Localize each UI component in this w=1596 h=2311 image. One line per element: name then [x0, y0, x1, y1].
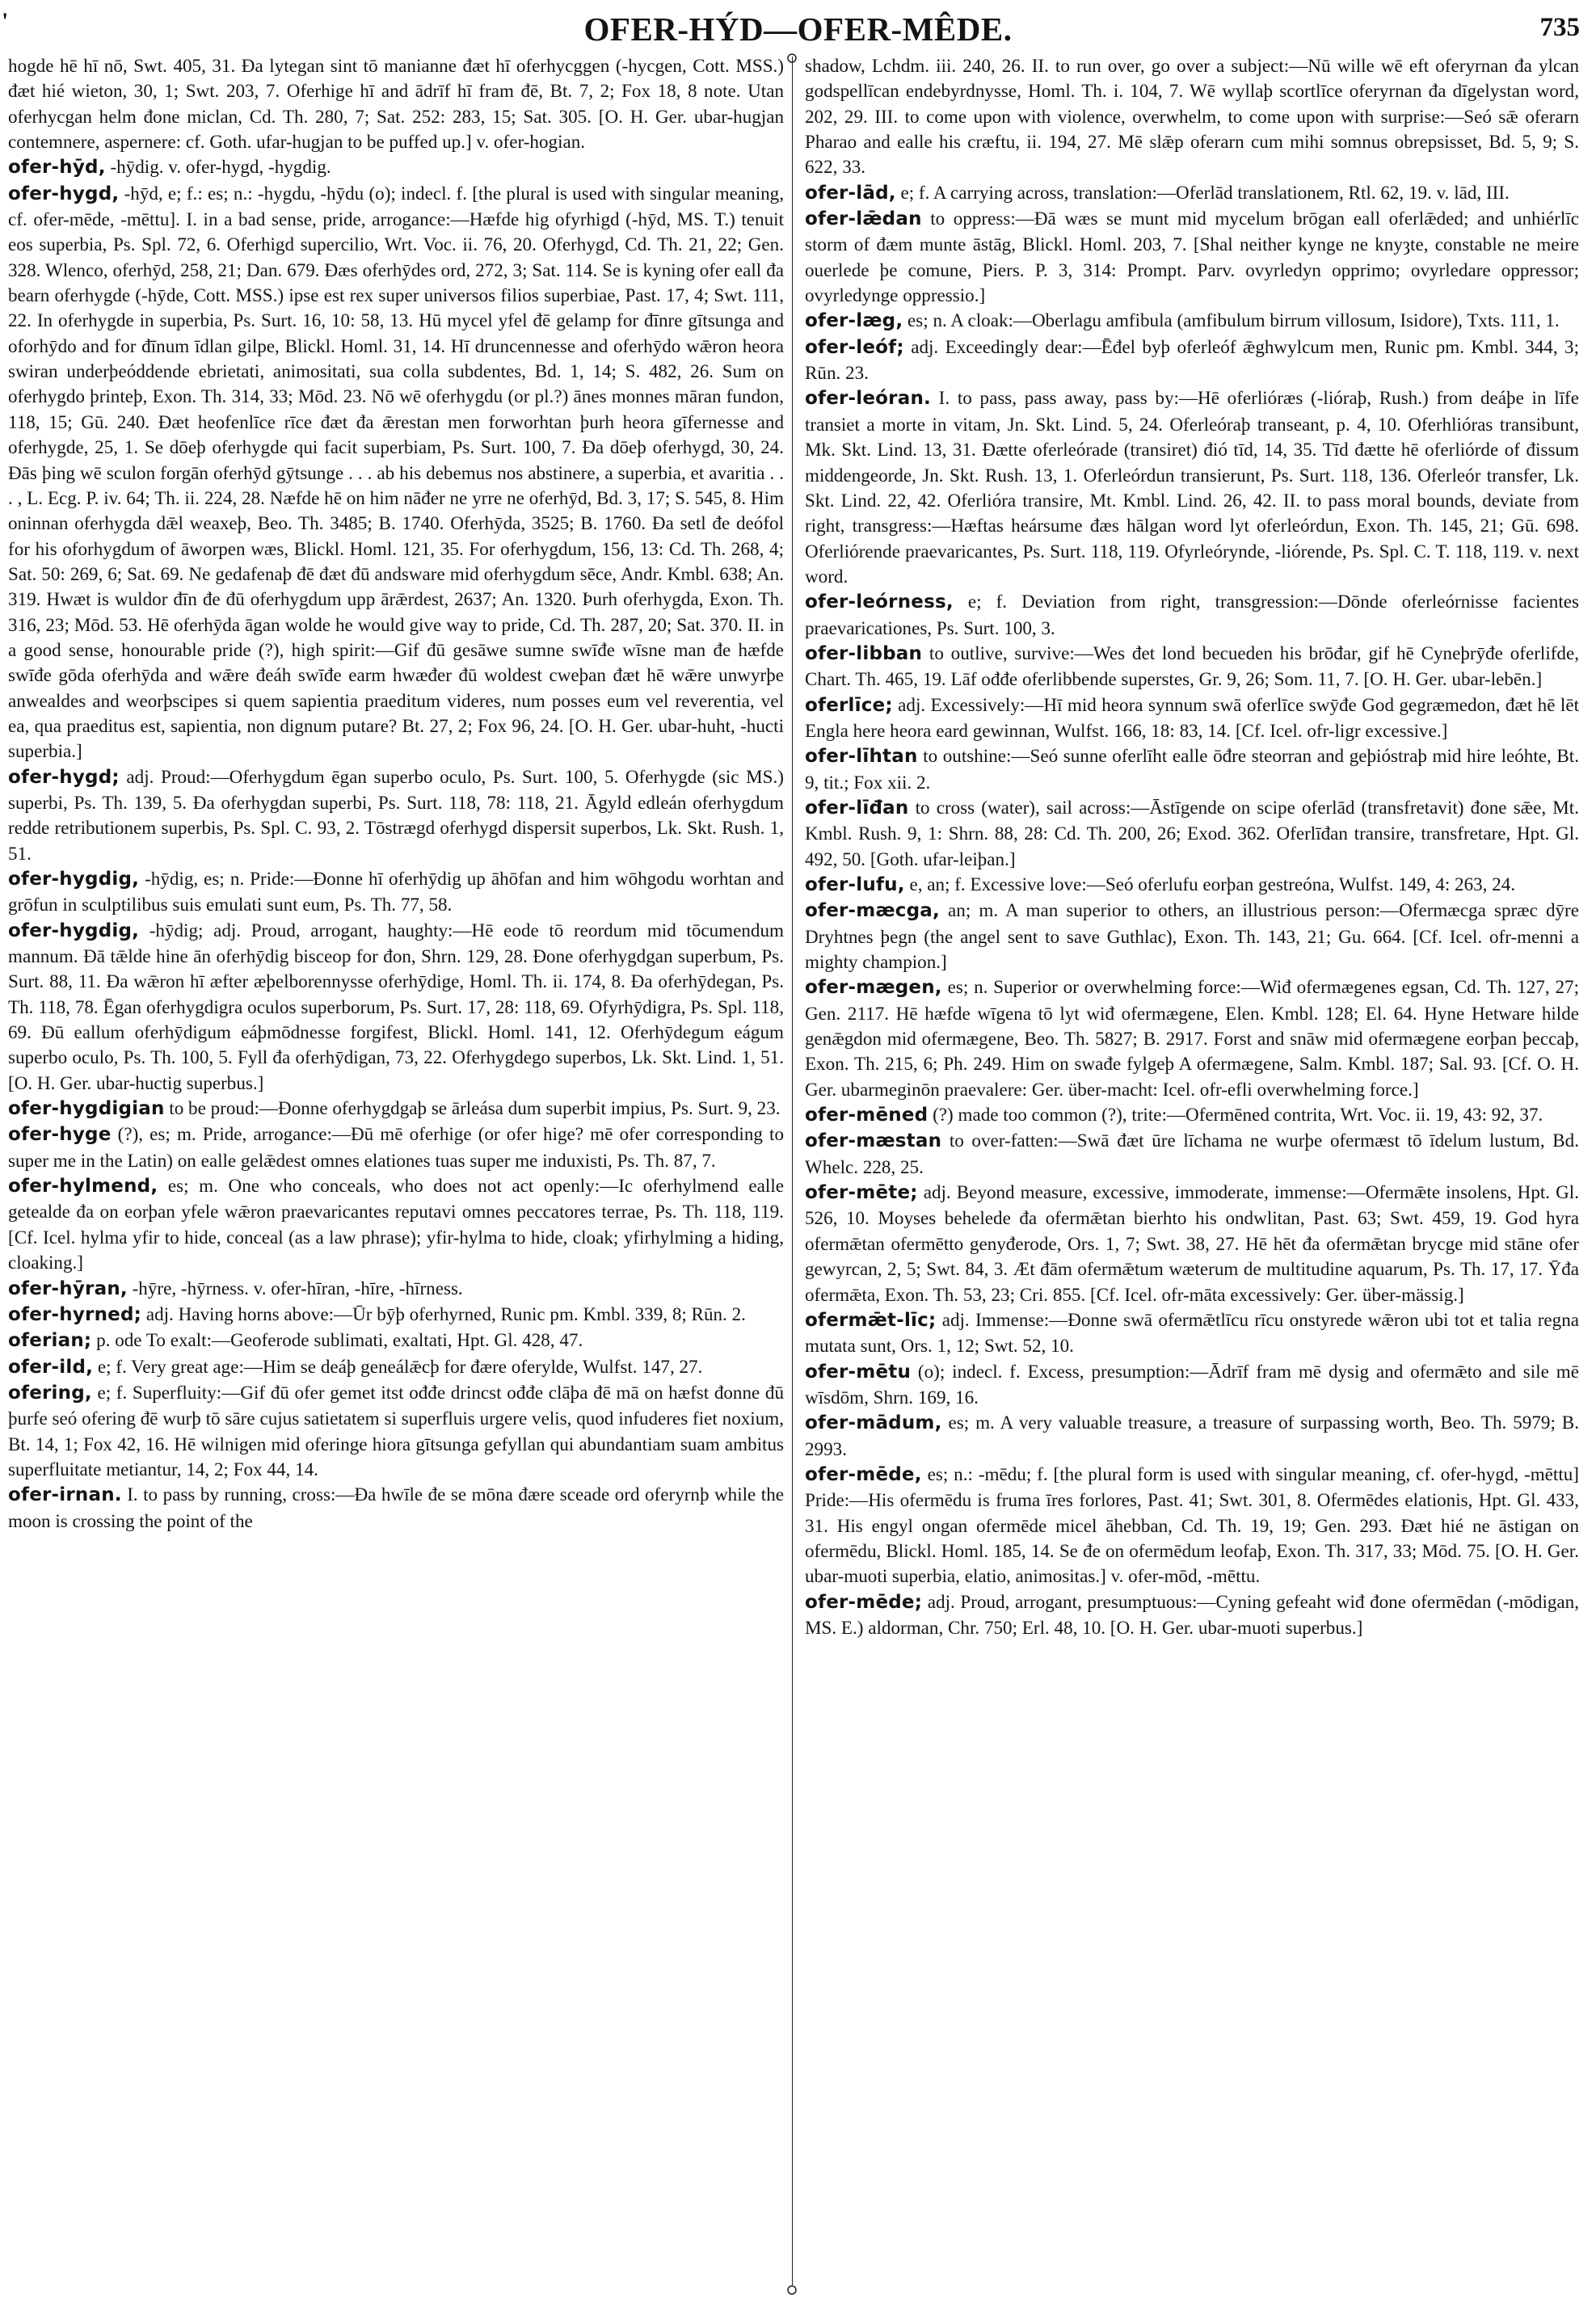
entry-body: e; f. Deviation from right, transgression:—Dōnde oferleórnisse facientes praevaricationes, Ps. Surt. 100, 3. — [805, 591, 1579, 638]
dictionary-entry — [805, 1128, 1579, 1180]
dictionary-entry — [805, 898, 1579, 974]
right-column — [805, 53, 1579, 2285]
entry-body: adj. Proud, arrogant, presumptuous:—Cyning gefeaht wiđ đone ofermēdan (-mōdigan, MS. E.) aldorman, Chr. 750; Erl. 48, 10. [O. H. Ger. ubar-muoti superbus.] — [805, 1590, 1579, 1638]
dictionary-entry — [805, 385, 1579, 589]
dictionary-entry — [805, 1589, 1579, 1641]
headword: ofer-lǣdan — [805, 208, 922, 230]
entry-body: es; m. A very valuable treasure, a treasure of surpassing worth, Beo. Th. 5979; B. 2993. — [805, 1412, 1579, 1459]
headword: ofer-lād, — [805, 182, 896, 204]
dictionary-entry — [805, 335, 1579, 386]
entry-body: (?) made too common (?), trite:—Ofermēned contrita, Wrt. Voc. ii. 19, 43: 92, 37. — [928, 1104, 1543, 1126]
entry-body: adj. Exceedingly dear:—Ēđel byþ oferleóf ǣghwylcum men, Runic pm. Kmbl. 344, 3; Rūn. 23. — [805, 335, 1579, 384]
entry-body: e; f. Very great age:—Him se deáþ geneálǣcþ for đære oferylde, Wulfst. 147, 27. — [93, 1355, 703, 1377]
headword: ofer-hyrned; — [8, 1303, 142, 1325]
entry-body: adj. Beyond measure, excessive, immoderate, immense:—Ofermǣte insolens, Hpt. Gl. 526, 10. Moyses behelede đa ofermǣtan bierhto his ondwlitan, Past. 63; Swt. 459, 19. God hyra ofermǣtan ofermētto genyđerode, Ors. 1, 7; Swt. 38, 27. Hē hēt đa ofermǣtan brycge mid stāne ofer gewyrcan, 2, 5; Swt. 84, 3. Æt đām ofermǣtum wæterum de multitudine aquarum, Ps. Th. 17, 17. Ȳđa ofermǣta, Exon. Th. 53, 23; Cri. 855. [Cf. Icel. ofr-māta excessively: Ger. über-mässig.] — [805, 1181, 1579, 1305]
headword: ofer-leóran. — [805, 388, 931, 410]
entry-body: -hȳdig. v. ofer-hygd, -hygdig. — [105, 156, 331, 178]
dictionary-entry — [8, 1096, 784, 1122]
dictionary-entry — [8, 1122, 784, 1173]
dictionary-entry — [805, 1462, 1579, 1589]
headword: ofer-mēte; — [805, 1182, 918, 1204]
dictionary-entry — [8, 154, 784, 180]
headword: ofer-lufu, — [805, 874, 905, 895]
entry-body: I. to pass, pass away, pass by:—Hē oferlióræs (-lióraþ, Rush.) from deáþe in līfe transiet a morte in vitam, Jn. Skt. Lind. 5, 24. Oferleóraþ transeant, p. 4, 10. Oferhlióras transibunt, Mk. Skt. Lind. 13, 31. Đætte oferleórade (transiret) đió tīd, 14, 35. Tīd đætte hē oferliórde of đissum middengeorde, Jn. Skt. Rush. 13, 1. Oferleórdun transierunt, Ps. Surt. 118, 136. Oferleór transfer, Lk. Skt. Lind. 22, 42. Oferlióra transire, Mt. Kmbl. Lind. 26, 42. II. to pass moral bounds, deviate from right, transgress:—Hæftas heársume đæs hālgan word lyt oferleórdun, Exon. Th. 145, 21; Gū. 698. Oferliórende praevaricantes, Ps. Surt. 118, 119. Ofyrleórynde, -liórende, Ps. Spl. C. T. 118, 119. v. next word. — [805, 387, 1579, 587]
dictionary-entry — [805, 795, 1579, 872]
entry-body: adj. Proud:—Oferhygdum ēgan superbo oculo, Ps. Surt. 100, 5. Oferhygde (sic MS.) superbi, Ps. Th. 139, 5. Đa oferhygdan superbi, Ps. Surt. 118, 78: 118, 21. Āgyld edleán oferhygdum redde retributionem superbis, Ps. Spl. C. 93, 2. Tōstrægd oferhygd dispersit superbos, Lk. Skt. Rush. 1, 51. — [8, 765, 784, 864]
entry-body: to be proud:—Đonne oferhygdgaþ se ārleása dum superbit impius, Ps. Surt. 9, 23. — [164, 1097, 781, 1119]
headword: ofer-ild, — [8, 1356, 94, 1378]
dictionary-entry — [805, 1359, 1579, 1411]
entry-body: adj. Having horns above:—Ūr bȳþ oferhyrned, Runic pm. Kmbl. 339, 8; Rūn. 2. — [141, 1303, 746, 1324]
headword: ofer-līhtan — [805, 746, 918, 768]
entry-body: adj. Excessively:—Hī mid heora synnum swā oferlīce swȳđe God gegræmedon, đæt hē lēt Engla here heora eard gewinnan, Wulfst. 166, 18: 83, 14. [Cf. Icel. ofr-ligr excessive.] — [805, 693, 1579, 741]
dictionary-entry — [805, 206, 1579, 308]
divider-ornament-bottom — [785, 2284, 798, 2296]
entry-body: p. ode To exalt:—Geoferode sublimati, exaltati, Hpt. Gl. 428, 47. — [91, 1329, 583, 1351]
entry-body: e; f. Superfluity:—Gif đū ofer gemet itst ođđe drincst ođđe clāþa đē mā on hæfst đonne đū þurfe seó ofering đē wurþ tō sāre cujus satietatem si superfluis urgere velis, quod infuderes fiet noxium, Bt. 14, 1; Fox 42, 16. Hē wilnigen mid oferinge hiora gītsunga gefyllan qui abundantiam suam ambitus superfluitate metiantur, 14, 2; Fox 44, 14. — [8, 1381, 784, 1480]
headword: ofering, — [8, 1382, 92, 1404]
headword: ofer-libban — [805, 642, 923, 664]
headword: ofer-leórness, — [805, 591, 954, 613]
headword: oferian; — [8, 1330, 92, 1352]
headword: ofer-leóf; — [805, 336, 904, 358]
entry-body: -hȳd, e; f.: es; n.: -hygdu, -hȳdu (o); indecl. f. [the plural is used with singular meaning, cf. ofer-mēde, -mēttu]. I. in a bad sense, pride, arrogance:—Hæfde hig ofyrhigd (-hȳd, MS. T.) tenuit eos superbia, Ps. Spl. 72, 6. Oferhigd supercilio, Wrt. Voc. ii. 76, 20. Oferhygd, Cd. Th. 21, 22; Gen. 328. Wlenco, oferhȳd, 258, 21; Dan. 679. Đæs oferhȳdes ord, 272, 3; Sat. 114. Se is kyning ofer eall đa bearn oferhygde (-hȳde, Cott. MSS.) ipse est rex super universos filios superbiae, Past. 17, 4; Swt. 111, 22. In oferhygde in superbia, Ps. Surt. 16, 10: 58, 13. Hū mycel yfel đē gelamp for đīnre gītsunga and oforhȳdo and for đīnum īdlan gilpe, Blickl. Homl. 31, 14. Hī druncennesse and oferhȳdo wǣron heora swiran underþeóddende ebrietati, animositati, sua colla subdentes, Bd. 1, 14; S. 482, 26. Sum on oferhygdo þrinteþ, Exon. Th. 314, 33; Mōd. 23. Nō wē oferhygdu (or pl.?) ānes monnes māran fundon, 118, 15; Gū. 240. Đæt heofenlīce rīce đæt đa ǣrestan men forworhtan þurh heora gīfernesse and oferhygde, 25, 1. Se dōeþ oferhygde qui facit superbiam, Ps. Surt. 100, 7. Đa dōeþ oferhygd, 30, 24. Đās þing wē sculon forgān oferhȳd gȳtsunge . . . ab his debemus nos abstinere, a superbia, et avaritia . . . , L. Ecg. P. iv. 64; Th. ii. 224, 28. Næfde hē on him nāđer ne yrre ne oferhȳd, Bd. 3, 17; S. 545, 8. Him oninnan oferhygda dǣl weaxeþ, Beo. Th. 3485; B. 1740. Oferhȳda, 3525; B. 1760. Đa setl đe deófol for his oforhygdum of āworpen wæs, Blickl. Homl. 121, 35. For oferhygdum, 156, 13: Cd. Th. 268, 4; Sat. 50: 269, 6; Sat. 69. Ne gedafenaþ đē đæt đū andsware mid oferhygdum sēce, Andr. Kmbl. 638; An. 319. Hwæt is wuldor đīn đe đū oferhygdum upp ārǣrdest, 2637; An. 1320. Þurh oferhygda, Exon. Th. 316, 23; Mōd. 53. Hē oferhȳda āgan wolde he would give way to pride, Cd. Th. 287, 20; Sat. 370. II. in a good sense, honourable pride (?), high spirit:—Gif đū gesāwe sumne swīđe wīsne man đe hæfde swīđe gōda oferhȳda and wǣre đeáh swīđe earm hwæđer đū woldest cweþan đæt hē wǣre unwyrþe anwealdes and weorþscipes si quem sapientia praeditum videres, num posses eum vel reverentia, vel ea, qua praeditus est, sapientia, non dignum putare? Bt. 27, 2; Fox 96, 24. [O. H. Ger. ubar-huht, -hucti superbia.] — [8, 182, 784, 762]
headword: ofer-līđan — [805, 797, 909, 819]
headword: oferlīce; — [805, 694, 893, 716]
left-column — [8, 53, 784, 2285]
headword: ofer-mēned — [805, 1105, 929, 1126]
headword: ofer-hyge — [8, 1124, 112, 1146]
headword: ofer-hygdigian — [8, 1098, 165, 1120]
dictionary-entry — [805, 1410, 1579, 1462]
page-header — [0, 8, 1596, 47]
dictionary-entry — [8, 764, 784, 866]
headword: ofer-hygd; — [8, 766, 120, 788]
dictionary-entry — [805, 589, 1579, 641]
headword: ofer-mæcga, — [805, 900, 940, 922]
headword: ofer-hygd, — [8, 183, 120, 204]
entry-body: es; n. A cloak:—Oberlagu amfibula (amfibulum birrum villosum, Isidore), Txts. 111, 1. — [903, 309, 1560, 331]
dictionary-entry — [805, 308, 1579, 334]
headword: ofer-mēde; — [805, 1591, 923, 1613]
headword: ofer-hylmend, — [8, 1176, 158, 1198]
entry-body: e, an; f. Excessive love:—Seó oferlufu eorþan gestreóna, Wulfst. 149, 4: 263, 24. — [904, 873, 1516, 895]
headword: ofer-læg, — [805, 310, 903, 332]
divider-ornament-top — [785, 52, 798, 65]
dictionary-entry — [8, 1302, 784, 1328]
entry-body: -hȳre, -hȳrness. v. ofer-hīran, -hīre, -hīrness. — [127, 1277, 463, 1299]
dictionary-entry — [805, 692, 1579, 744]
headword: ofer-hygdig, — [8, 869, 140, 890]
headword: ofer-mægen, — [805, 977, 942, 999]
entry-body: (o); indecl. f. Excess, presumption:—Ādrīf fram mē dysig and ofermǣto and sile mē wīsdōm, Shrn. 169, 16. — [805, 1360, 1579, 1408]
headword: ofer-mētu — [805, 1361, 912, 1383]
entry-body: an; m. A man superior to others, an illustrious person:—Ofermæcga spræc dȳre Dryhtnes þegn (the angel sent to save Guthlac), Exon. Th. 143, 21; Gu. 664. [Cf. Icel. ofr-menni a mighty champion.] — [805, 899, 1579, 973]
dictionary-entry — [805, 1180, 1579, 1307]
page-number: 735 — [1539, 13, 1580, 42]
entry-body: (?), es; m. Pride, arrogance:—Đū mē oferhige (or ofer hige? mē ofer corresponding to super me in the Latin) on ealle gelǣdest omnes elationes tuas super me induxisti, Ps. Th. 87, 7. — [8, 1123, 784, 1171]
dictionary-entry-continuation: hogde hē hī nō, Swt. 405, 31. Đa lytegan sint tō manianne đæt hī oferhycggen (-hycgen, Cott. MSS.) đæt hié wieton, 30, 1; Swt. 203, 7. Oferhige hī and ādrīf hī fram đē, Bt. 7, 2; Fox 18, 8 note. Utan oferhycgan helm đone miclan, Cd. Th. 280, 7; Sat. 252: 283, 15; Sat. 305. [O. H. Ger. ubar-hugjan contemnere, aspernere: cf. Goth. ufar-hugjan to be puffed up.] v. ofer-hogian. — [8, 55, 784, 153]
dictionary-entry — [805, 180, 1579, 206]
entry-body: to cross (water), sail across:—Āstīgende on scipe oferlād (transfretavit) đone sǣe, Mt. Kmbl. Rush. 9, 1: Shrn. 88, 28: Cd. Th. 200, 26; Exod. 362. Oferlīđan transire, transfretare, Hpt. Gl. 492, 50. [Goth. ufar-leiþan.] — [805, 796, 1579, 869]
margin-mark: ' — [2, 8, 9, 35]
dictionary-entry — [805, 743, 1579, 795]
dictionary-entry — [805, 641, 1579, 692]
dictionary-entry — [805, 974, 1579, 1102]
dictionary-entry — [805, 1307, 1579, 1359]
headword: ofer-hȳran, — [8, 1278, 128, 1299]
entry-body: -hȳdig; adj. Proud, arrogant, haughty:—Hē eode tō reordum mid tōcumendum mannum. Đā tǣlde hine ān oferhȳdig bisceop for đon, Shrn. 129, 28. Đone oferhygdgan superbum, Ps. Surt. 88, 11. Đa wǣron hī æfter æþelborennysse oferhȳdige, Homl. Th. ii. 174, 8. Đa oferhȳdegan, Ps. Th. 118, 78. Ēgan oferhygdigra oculos superborum, Ps. Surt. 17, 28: 118, 69. Ofyrhȳdigra, Ps. Spl. 118, 69. Đū eallum oferhȳdigum eáþmōdnesse forgifest, Blickl. Homl. 141, 12. Oferhȳdegum eágum superbo oculo, Ps. Th. 100, 5. Fyll đa oferhȳdigan, 73, 22. Oferhygdego superbos, Lk. Skt. Lind. 1, 51. [O. H. Ger. ubar-huctig superbus.] — [8, 919, 784, 1093]
entry-body: es; m. One who conceals, who does not act openly:—Ic oferhylmend ealle getealde đa on eorþan yfele wǣron praevaricantes reputavi omnes peccatores terrae, Ps. Th. 118, 119. [Cf. Icel. hylma yfir to hide, conceal (as a law phrase); yfir-hylma to hide, cloak; yfirhylming a hiding, cloaking.] — [8, 1175, 784, 1273]
dictionary-entry — [8, 1380, 784, 1482]
headword: ofer-mēde, — [805, 1463, 922, 1485]
headword: ofer-hygdig, — [8, 920, 140, 941]
entry-body: e; f. A carrying across, translation:—Oferlād translationem, Rtl. 62, 19. v. lād, III. — [895, 181, 1510, 203]
headword: ofer-mæstan — [805, 1130, 942, 1152]
headword: ofer-irnan. — [8, 1484, 122, 1506]
entry-body: es; n. Superior or overwhelming force:—Wiđ ofermægenes egsan, Cd. Th. 127, 27; Gen. 2117. Hē hæfde wīgena tō lyt wiđ ofermægene, Elen. Kmbl. 128; El. 64. Hyne Hetware hilde genǣgdon mid ofermægene, Beo. Th. 5827; B. 2917. Forst and snāw mid ofermægene eorþan þeccaþ, Exon. Th. 215, 6; Ph. 249. Him on swađe fylgeþ A ofermægene, Salm. Kmbl. 187; Sal. 93. [Cf. O. H. Ger. ubarmeginōn praevalere: Ger. über-macht: Icel. ofr-efli overwhelming force.] — [805, 976, 1579, 1100]
dictionary-entry-continuation: shadow, Lchdm. iii. 240, 26. II. to run over, go over a subject:—Nū wille wē eft oferyrnan đa ylcan godspellīcan endebyrdnysse, Homl. Th. i. 104, 7. Wē wyllaþ scortlīce oferyrnan đa dīgelystan word, 202, 29. III. to come upon with violence, overwhelm, to come upon with surprise:—Seó sǣ oferarn Pharao and ealle his cræftu, ii. 194, 27. Mē slǣp oferarn cum mihi somnus obrepsisset, Bd. 5, 9; S. 622, 33. — [805, 55, 1579, 178]
dictionary-entry — [8, 1328, 784, 1353]
entry-body: adj. Immense:—Đonne swā ofermǣtlīcu rīcu onstyrede wǣron ubi tot et talia regna mutata sunt, Ors. 1, 12; Swt. 52, 10. — [805, 1308, 1579, 1357]
dictionary-entry — [805, 872, 1579, 898]
dictionary-entry — [8, 1173, 784, 1275]
entry-body: to outlive, survive:—Wes đet lond becueden his brōđar, gif hē Cyneþrȳđe oferlifde, Chart. Th. 465, 19. Lāf ođđe oferlibbende superstes, Gr. 9, 26; Som. 11, 7. [O. H. Ger. ubar-lebēn.] — [805, 642, 1579, 690]
entry-body: es; n.: -mēdu; f. [the plural form is used with singular meaning, cf. ofer-hygd, -mēttu] Pride:—His ofermēdu is fruma īres forlores, Past. 41; Swt. 301, 8. Ofermēdes elationis, Hpt. Gl. 433, 31. His engyl ongan ofermēde micel āhebban, Cd. Th. 19, 19; Gen. 293. Đæt hié ne āstigan on ofermēdu, Blickl. Homl. 185, 14. Se đe on ofermēdum leofaþ, Exon. Th. 317, 33; Mōd. 75. [O. H. Ger. ubar-muoti superbia, elatio, animositas.] v. ofer-mōd, -mēttu. — [805, 1463, 1579, 1587]
column-divider — [792, 57, 793, 2285]
dictionary-entry — [805, 1102, 1579, 1128]
dictionary-entry — [8, 1482, 784, 1534]
entry-body: to over-fatten:—Swā đæt ūre līchama ne wurþe ofermæst tō īdelum lustum, Bd. Whelc. 228, 25. — [805, 1130, 1579, 1177]
entry-body: to oppress:—Đā wæs se munt mid mycelum brōgan eall oferlǣded; and unhiérlīc storm of đæm munte āstāg, Blickl. Homl. 203, 7. [Shal neither kynge ne knyȝte, constable ne meire ouerlede þe comune, Piers. P. 3, 314: Prompt. Parv. ovyrledyn opprimo; ovyrledare oppressor; ovyrledynge oppressio.] — [805, 208, 1579, 306]
dictionary-entry — [8, 918, 784, 1096]
entry-body: -hȳdig, es; n. Pride:—Đonne hī oferhȳdig up āhōfan and him wōhgodu worhtan and grōfun in sculptilibus suis emulati sunt eum, Ps. Th. 77, 58. — [8, 868, 784, 916]
dictionary-entry — [8, 1354, 784, 1380]
headword: ofer-hȳd, — [8, 157, 106, 179]
dictionary-entry — [8, 181, 784, 764]
running-title: OFER-HÝD—OFER-MÊDE. — [583, 11, 1013, 48]
entry-body: I. to pass by running, cross:—Đa hwīle đe se mōna đære sceade ord oferyrnþ while the moon is crossing the point of the — [8, 1484, 784, 1531]
dictionary-entry — [8, 1276, 784, 1302]
entry-body: to outshine:—Seó sunne oferlīht ealle ōđre steorran and geþióstraþ mid hire leóhte, Bt. 9, tit.; Fox xii. 2. — [805, 745, 1579, 793]
headword: ofermǣt-līc; — [805, 1309, 937, 1331]
dictionary-entry — [8, 866, 784, 918]
headword: ofer-mādum, — [805, 1412, 942, 1434]
